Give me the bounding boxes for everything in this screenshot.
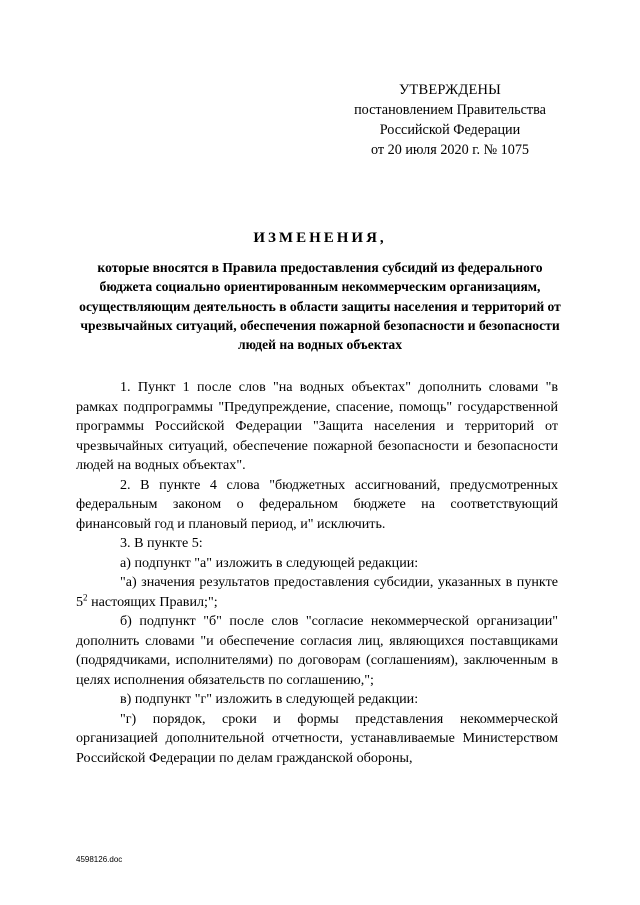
paragraph-1: 1. Пункт 1 после слов "на водных объектах" дополнить словами "в рамках подпрограммы "Предупреждение, спасение, помощь" государственной программы Российской Федерации "Защита населения и территорий от чрезвычайных ситуаций, обеспечение пожарной безопасности и безопасности людей на водных объектах".: [76, 379, 558, 473]
paragraph-5-tail: настоящих Правил;";: [87, 593, 218, 610]
paragraph-5-text: "а) значения результатов предоставления субсидии, указанных в пункте 5: [76, 574, 558, 610]
document-title: ИЗМЕНЕНИЯ,: [253, 230, 387, 246]
paragraph-2: 2. В пункте 4 слова "бюджетных ассигнований, предусмотренных федеральным законом о федеральном бюджете на соответствующий финансовый год и плановый период, и" исключить.: [76, 476, 558, 532]
document-body: [76, 378, 558, 768]
paragraph-5: [76, 573, 558, 612]
document-subtitle: которые вносятся в Правила предоставления субсидий из федерального бюджета социально ориентированным некоммерческим организациям, осуществляющим деятельность в области защиты населения и территорий от чрезвычайных ситуаций, обеспечения пожарной безопасности и безопасности людей на водных объектах: [79, 260, 561, 353]
paragraph-8: "г) порядок, сроки и формы представления некоммерческой организацией дополнительной отчетности, устанавливаемые Министерством Российской Федерации по делам гражданской обороны,: [76, 710, 558, 766]
approval-block: [330, 80, 570, 160]
paragraph-3: 3. В пункте 5:: [120, 535, 203, 551]
footer-filename: 4598126.doc: [76, 855, 123, 864]
approval-line-2: Российской Федерации: [379, 122, 521, 138]
paragraph-5-superscript: 2: [83, 591, 88, 602]
approval-heading: УТВЕРЖДЕНЫ: [398, 82, 502, 98]
approval-line-3: от 20 июля 2020 г. № 1075: [370, 142, 530, 158]
paragraph-6: б) подпункт "б" после слов "согласие некоммерческой организации" дополнить словами "и обеспечение согласия лиц, являющихся поставщиками (подрядчиками, исполнителями) по договорам (соглашениям), заключенным в целях исполнения обязательств по соглашению,";: [76, 613, 558, 688]
paragraph-7: в) подпункт "г" изложить в следующей редакции:: [120, 691, 419, 707]
approval-line-1: постановлением Правительства: [354, 102, 546, 118]
paragraph-4: а) подпункт "а" изложить в следующей редакции:: [120, 554, 419, 571]
